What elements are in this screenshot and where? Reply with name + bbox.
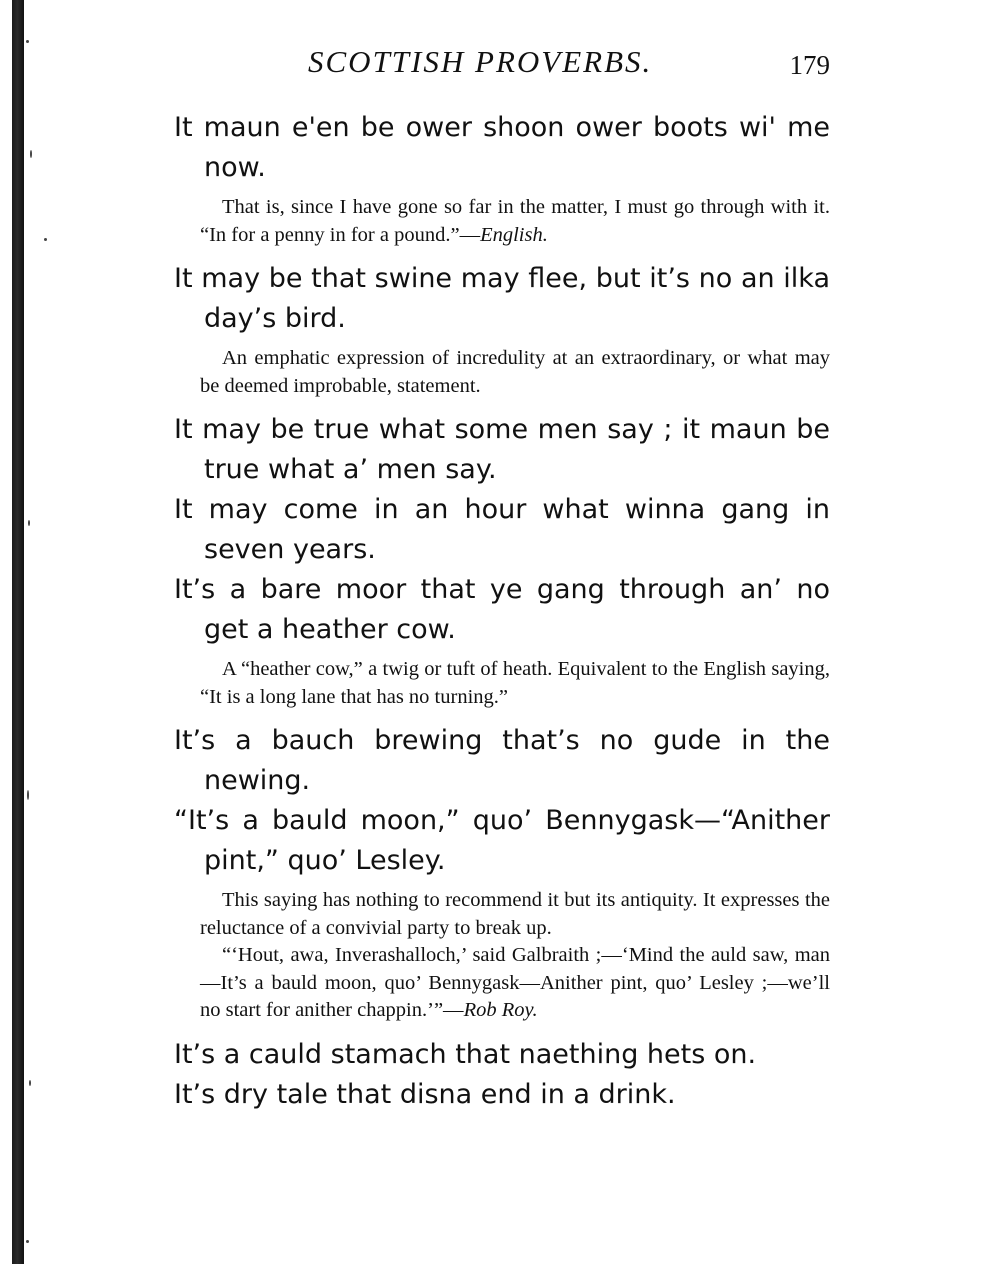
page-header <box>300 44 830 88</box>
proverb-entry: It’s dry tale that disna end in a drink. <box>174 1078 676 1110</box>
proverb-entry: It may be that swine may flee, but it’s no an ilka day’s bird. <box>174 263 830 334</box>
proverb-entry: It’s a bauch brewing that’s no gude in the newing. <box>174 725 830 796</box>
proverb-note <box>200 345 830 400</box>
proverb-entry: “It’s a bauld moon,” quo’ Bennygask—“Anither pint,” quo’ Lesley. <box>174 805 830 876</box>
proverb-entry: It may be true what some men say ; it maun be true what a’ men say. <box>174 414 830 485</box>
note-paragraph: “‘Hout, awa, Inverashalloch,’ said Galbraith ;—‘Mind the auld saw, man—It’s a bauld moon, quo’ Bennygask—Anither pint, quo’ Lesley ;—we’ll no start for anither chappin.’”—Rob Roy. <box>200 944 830 1021</box>
proverb-entry: It’s a bare moor that ye gang through an’ no get a heather cow. <box>174 574 830 645</box>
spine-specks <box>24 0 54 1264</box>
note-paragraph: That is, since I have gone so far in the matter, I must go through with it. “In for a penny in for a pound.”—English. <box>200 196 830 246</box>
running-head: SCOTTISH PROVERBS. <box>308 44 653 79</box>
note-source: English. <box>480 223 548 246</box>
note-paragraph: A “heather cow,” a twig or tuft of heath. Equivalent to the English saying, “It is a long lane that has no turning.” <box>200 658 830 708</box>
page-number: 179 <box>789 50 830 80</box>
proverb-list <box>174 108 830 1115</box>
proverb-entry: It’s a cauld stamach that naething hets on. <box>174 1038 757 1070</box>
proverb-entry: It may come in an hour what winna gang in seven years. <box>174 494 830 565</box>
book-spine-shadow <box>12 0 24 1264</box>
proverb-entry: It maun e'en be ower shoon ower boots wi' me now. <box>174 112 830 183</box>
note-paragraph: An emphatic expression of incredulity at an extraordinary, or what may be deemed improbable, statement. <box>200 347 830 397</box>
note-source: Rob Roy. <box>463 999 538 1021</box>
proverb-note <box>200 656 830 711</box>
proverb-note <box>200 194 830 249</box>
note-paragraph: This saying has nothing to recommend it but its antiquity. It expresses the reluctance of a convivial party to break up. <box>200 889 830 939</box>
proverb-note <box>200 887 830 1025</box>
